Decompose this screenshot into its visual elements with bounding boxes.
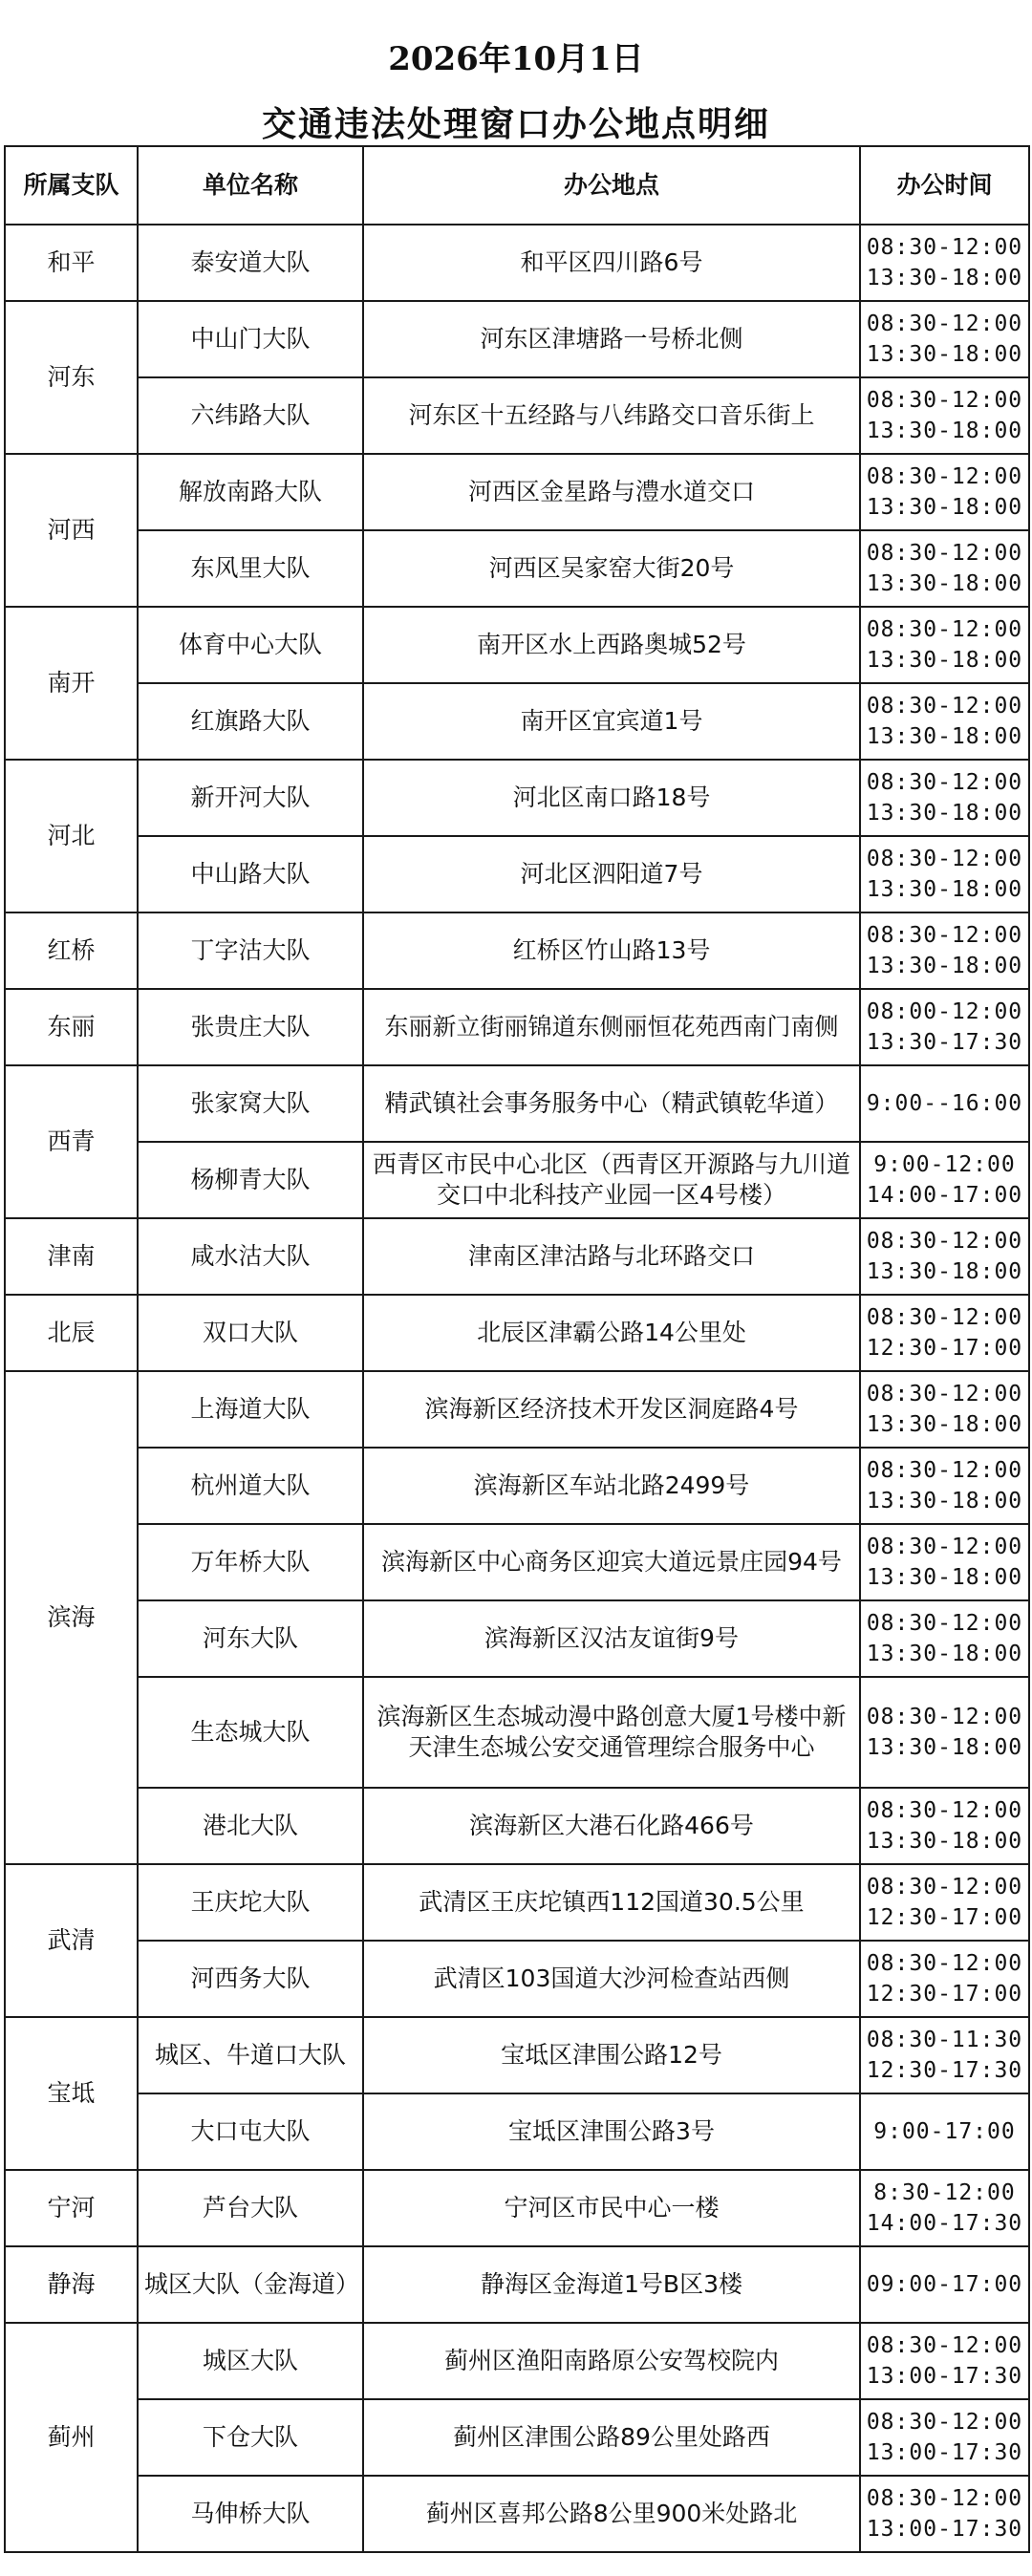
hours-cell [860, 1600, 1029, 1677]
hours-cell [860, 1371, 1029, 1448]
hours-line: 08:30-12:00 [866, 1228, 1023, 1254]
hours-cell [860, 2399, 1029, 2476]
table-row [5, 1941, 1029, 2017]
hours-line: 08:30-12:00 [866, 1704, 1023, 1729]
hours-line: 08:30-12:00 [866, 234, 1023, 260]
address-cell: 津南区津沽路与北环路交口 [363, 1218, 860, 1295]
table-row [5, 1864, 1029, 1941]
hours-line: 13:00-17:30 [866, 2517, 1023, 2542]
address-cell: 和平区四川路6号 [363, 225, 860, 301]
table-row [5, 2246, 1029, 2323]
hours-line: 09:00-17:00 [866, 2271, 1023, 2297]
hours-line: 14:00-17:00 [866, 1183, 1023, 1208]
unit-name-cell: 六纬路大队 [138, 377, 363, 454]
address-cell: 滨海新区大港石化路466号 [363, 1788, 860, 1864]
hours-line: 13:30-18:00 [866, 1565, 1023, 1590]
table-row [5, 607, 1029, 683]
address-cell: 静海区金海道1号B区3楼 [363, 2246, 860, 2323]
hours-line: 9:00-12:00 [873, 1151, 1016, 1177]
branch-cell: 静海 [5, 2246, 138, 2323]
hours-line: 12:30-17:00 [866, 1336, 1023, 1361]
hours-line: 08:30-12:00 [866, 311, 1023, 336]
hours-cell [860, 760, 1029, 836]
branch-cell: 蓟州 [5, 2323, 138, 2552]
hours-cell [860, 2323, 1029, 2399]
table-row [5, 2323, 1029, 2399]
column-header-address: 办公地点 [363, 146, 860, 225]
unit-name-cell: 体育中心大队 [138, 607, 363, 683]
table-row [5, 2093, 1029, 2170]
unit-name-cell: 解放南路大队 [138, 454, 363, 530]
address-cell: 宝坻区津围公路3号 [363, 2093, 860, 2170]
unit-name-cell: 东风里大队 [138, 530, 363, 607]
table-row [5, 530, 1029, 607]
hours-line: 08:00-12:00 [866, 998, 1023, 1024]
hours-line: 13:30-18:00 [866, 342, 1023, 367]
hours-cell [860, 2093, 1029, 2170]
hours-line: 13:30-18:00 [866, 266, 1023, 290]
hours-line: 13:00-17:30 [866, 2364, 1023, 2389]
address-cell: 滨海新区中心商务区迎宾大道远景庄园94号 [363, 1524, 860, 1600]
hours-line: 13:30-18:00 [866, 954, 1023, 978]
table-row [5, 454, 1029, 530]
branch-cell: 宝坻 [5, 2017, 138, 2170]
unit-name-cell: 杨柳青大队 [138, 1142, 363, 1218]
table-row [5, 1065, 1029, 1142]
hours-line: 08:30-12:00 [866, 1534, 1023, 1559]
hours-line: 12:30-17:00 [866, 1905, 1023, 1930]
branch-cell: 东丽 [5, 989, 138, 1065]
office-locations-table [4, 145, 1030, 2553]
hours-line: 08:30-12:00 [866, 2332, 1023, 2358]
table-row [5, 836, 1029, 912]
branch-cell: 滨海 [5, 1371, 138, 1864]
hours-line: 13:30-18:00 [866, 724, 1023, 749]
hours-cell [860, 1295, 1029, 1371]
branch-cell: 河北 [5, 760, 138, 912]
hours-line: 13:30-17:30 [866, 1030, 1023, 1055]
hours-line: 08:30-12:00 [866, 1304, 1023, 1330]
hours-line: 08:30-12:00 [866, 922, 1023, 948]
hours-line: 08:30-12:00 [866, 846, 1023, 871]
hours-cell [860, 530, 1029, 607]
hours-cell [860, 2170, 1029, 2246]
hours-line: 9:00--16:00 [866, 1090, 1023, 1116]
unit-name-cell: 城区大队 [138, 2323, 363, 2399]
table-row [5, 1524, 1029, 1600]
unit-name-cell: 上海道大队 [138, 1371, 363, 1448]
address-cell: 南开区水上西路奥城52号 [363, 607, 860, 683]
hours-line: 14:00-17:30 [866, 2211, 1023, 2236]
unit-name-cell: 城区大队（金海道） [138, 2246, 363, 2323]
hours-line: 13:30-18:00 [866, 1642, 1023, 1666]
hours-line: 13:30-18:00 [866, 495, 1023, 520]
unit-name-cell: 万年桥大队 [138, 1524, 363, 1600]
hours-cell [860, 1524, 1029, 1600]
hours-cell [860, 2246, 1029, 2323]
hours-line: 08:30-12:00 [866, 387, 1023, 413]
document-date: 2026年10月1日 [388, 40, 644, 78]
table-row [5, 2476, 1029, 2552]
hours-line: 08:30-12:00 [866, 1950, 1023, 1976]
unit-name-cell: 王庆坨大队 [138, 1864, 363, 1941]
column-header-hours: 办公时间 [860, 146, 1029, 225]
unit-name-cell: 泰安道大队 [138, 225, 363, 301]
document-title: 交通违法处理窗口办公地点明细 [261, 105, 770, 144]
table-row [5, 989, 1029, 1065]
unit-name-cell: 马伸桥大队 [138, 2476, 363, 2552]
unit-name-cell: 杭州道大队 [138, 1448, 363, 1524]
unit-name-cell: 张家窝大队 [138, 1065, 363, 1142]
hours-line: 13:30-18:00 [866, 419, 1023, 443]
hours-cell [860, 301, 1029, 377]
hours-cell [860, 1142, 1029, 1218]
hours-cell [860, 1788, 1029, 1864]
hours-line: 13:30-18:00 [866, 1735, 1023, 1760]
hours-cell [860, 225, 1029, 301]
table-header-row [5, 146, 1029, 225]
hours-line: 08:30-12:00 [866, 463, 1023, 489]
address-cell: 西青区市民中心北区（西青区开源路与九川道交口中北科技产业园一区4号楼） [363, 1142, 860, 1218]
address-cell: 河西区金星路与澧水道交口 [363, 454, 860, 530]
hours-line: 13:30-18:00 [866, 648, 1023, 673]
hours-line: 13:30-18:00 [866, 1829, 1023, 1854]
hours-cell [860, 1941, 1029, 2017]
table-row [5, 1295, 1029, 1371]
hours-cell [860, 2476, 1029, 2552]
hours-line: 13:30-18:00 [866, 1412, 1023, 1437]
hours-line: 8:30-12:00 [873, 2179, 1016, 2205]
hours-cell [860, 1065, 1029, 1142]
table-row [5, 1600, 1029, 1677]
table-row [5, 683, 1029, 760]
unit-name-cell: 中山路大队 [138, 836, 363, 912]
table-row [5, 301, 1029, 377]
table-row [5, 2017, 1029, 2093]
unit-name-cell: 红旗路大队 [138, 683, 363, 760]
address-cell: 河西区吴家窑大街20号 [363, 530, 860, 607]
hours-cell [860, 1677, 1029, 1788]
unit-name-cell: 中山门大队 [138, 301, 363, 377]
hours-line: 08:30-12:00 [866, 1610, 1023, 1636]
hours-line: 08:30-12:00 [866, 693, 1023, 719]
table-row [5, 1788, 1029, 1864]
table-row [5, 912, 1029, 989]
hours-cell [860, 683, 1029, 760]
hours-cell [860, 454, 1029, 530]
address-cell: 宁河区市民中心一楼 [363, 2170, 860, 2246]
hours-line: 08:30-12:00 [866, 769, 1023, 795]
unit-name-cell: 张贵庄大队 [138, 989, 363, 1065]
unit-name-cell: 大口屯大队 [138, 2093, 363, 2170]
address-cell: 蓟州区喜邦公路8公里900米处路北 [363, 2476, 860, 2552]
hours-cell [860, 1864, 1029, 1941]
table-row [5, 2170, 1029, 2246]
unit-name-cell: 咸水沽大队 [138, 1218, 363, 1295]
address-cell: 河北区泗阳道7号 [363, 836, 860, 912]
hours-line: 08:30-12:00 [866, 1874, 1023, 1900]
branch-cell: 河东 [5, 301, 138, 454]
hours-line: 08:30-12:00 [866, 1457, 1023, 1483]
address-cell: 武清区王庆坨镇西112国道30.5公里 [363, 1864, 860, 1941]
table-row [5, 377, 1029, 454]
hours-line: 08:30-12:00 [866, 2409, 1023, 2435]
table-body [5, 225, 1029, 2552]
address-cell: 滨海新区经济技术开发区洞庭路4号 [363, 1371, 860, 1448]
address-cell: 北辰区津霸公路14公里处 [363, 1295, 860, 1371]
table-row [5, 1371, 1029, 1448]
hours-line: 13:30-18:00 [866, 571, 1023, 596]
branch-cell: 津南 [5, 1218, 138, 1295]
branch-cell: 红桥 [5, 912, 138, 989]
table-row [5, 225, 1029, 301]
unit-name-cell: 双口大队 [138, 1295, 363, 1371]
address-cell: 宝坻区津围公路12号 [363, 2017, 860, 2093]
hours-line: 13:30-18:00 [866, 1259, 1023, 1284]
address-cell: 武清区103国道大沙河检查站西侧 [363, 1941, 860, 2017]
hours-line: 08:30-11:30 [866, 2027, 1023, 2052]
hours-cell [860, 912, 1029, 989]
table-row [5, 1677, 1029, 1788]
hours-line: 12:30-17:00 [866, 1982, 1023, 2007]
branch-cell: 宁河 [5, 2170, 138, 2246]
address-cell: 蓟州区渔阳南路原公安驾校院内 [363, 2323, 860, 2399]
unit-name-cell: 港北大队 [138, 1788, 363, 1864]
branch-cell: 和平 [5, 225, 138, 301]
unit-name-cell: 新开河大队 [138, 760, 363, 836]
column-header-branch: 所属支队 [5, 146, 138, 225]
hours-line: 13:00-17:30 [866, 2440, 1023, 2465]
address-cell: 红桥区竹山路13号 [363, 912, 860, 989]
unit-name-cell: 丁字沽大队 [138, 912, 363, 989]
unit-name-cell: 城区、牛道口大队 [138, 2017, 363, 2093]
column-header-unit: 单位名称 [138, 146, 363, 225]
hours-line: 13:30-18:00 [866, 877, 1023, 902]
unit-name-cell: 河西务大队 [138, 1941, 363, 2017]
address-cell: 精武镇社会事务服务中心（精武镇乾华道） [363, 1065, 860, 1142]
hours-line: 08:30-12:00 [866, 616, 1023, 642]
address-cell: 河东区十五经路与八纬路交口音乐街上 [363, 377, 860, 454]
branch-cell: 西青 [5, 1065, 138, 1218]
hours-line: 12:30-17:30 [866, 2058, 1023, 2083]
hours-line: 08:30-12:00 [866, 1381, 1023, 1406]
unit-name-cell: 芦台大队 [138, 2170, 363, 2246]
address-cell: 河北区南口路18号 [363, 760, 860, 836]
address-cell: 蓟州区津围公路89公里处路西 [363, 2399, 860, 2476]
table-row [5, 1218, 1029, 1295]
hours-line: 08:30-12:00 [866, 1797, 1023, 1823]
table-row [5, 2399, 1029, 2476]
branch-cell: 河西 [5, 454, 138, 607]
unit-name-cell: 河东大队 [138, 1600, 363, 1677]
address-cell: 滨海新区车站北路2499号 [363, 1448, 860, 1524]
address-cell: 河东区津塘路一号桥北侧 [363, 301, 860, 377]
hours-cell [860, 607, 1029, 683]
hours-cell [860, 1448, 1029, 1524]
address-cell: 滨海新区生态城动漫中路创意大厦1号楼中新天津生态城公安交通管理综合服务中心 [363, 1677, 860, 1788]
hours-cell [860, 1218, 1029, 1295]
branch-cell: 南开 [5, 607, 138, 760]
branch-cell: 武清 [5, 1864, 138, 2017]
hours-line: 13:30-18:00 [866, 1489, 1023, 1513]
hours-cell [860, 2017, 1029, 2093]
hours-line: 08:30-12:00 [866, 2485, 1023, 2511]
unit-name-cell: 下仓大队 [138, 2399, 363, 2476]
hours-cell [860, 989, 1029, 1065]
hours-line: 08:30-12:00 [866, 540, 1023, 566]
title-block [0, 0, 1032, 145]
hours-line: 13:30-18:00 [866, 801, 1023, 826]
table-row [5, 760, 1029, 836]
table-row [5, 1142, 1029, 1218]
table-row [5, 1448, 1029, 1524]
address-cell: 南开区宜宾道1号 [363, 683, 860, 760]
branch-cell: 北辰 [5, 1295, 138, 1371]
address-cell: 滨海新区汉沽友谊街9号 [363, 1600, 860, 1677]
hours-cell [860, 836, 1029, 912]
hours-cell [860, 377, 1029, 454]
address-cell: 东丽新立街丽锦道东侧丽恒花苑西南门南侧 [363, 989, 860, 1065]
unit-name-cell: 生态城大队 [138, 1677, 363, 1788]
hours-line: 9:00-17:00 [873, 2118, 1016, 2144]
